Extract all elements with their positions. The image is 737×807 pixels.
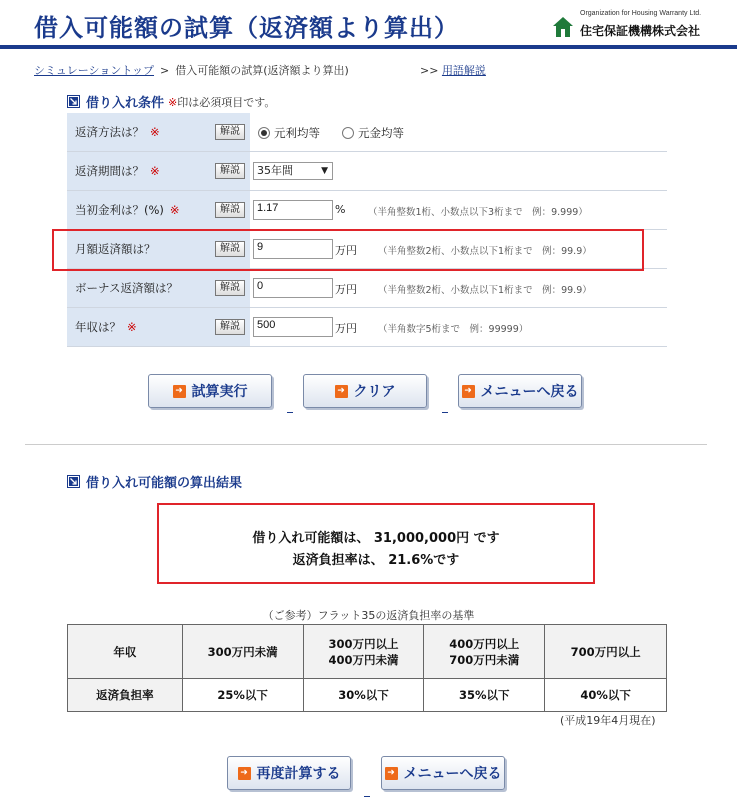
monthly-highlight-box	[52, 229, 644, 271]
breadcrumb-current: 借入可能額の試算(返済額より算出)	[175, 64, 349, 77]
bonus-hint: （半角整数2桁、小数点以下1桁まで 例：99.9）	[378, 285, 592, 296]
company-logo[interactable]	[552, 10, 712, 42]
method-help-button[interactable]: 解説	[215, 124, 245, 140]
result-heading	[67, 472, 242, 491]
clear-button[interactable]: ➜ クリア	[303, 374, 427, 408]
table-head-ratio: 返済負担率	[68, 679, 183, 712]
form-row-method	[67, 113, 667, 152]
bonus-help-button[interactable]: 解説	[215, 280, 245, 296]
table-row	[68, 679, 667, 712]
rate-label: 当初金利は？(%) ※	[67, 191, 250, 229]
arrow-right-icon: ➜	[238, 767, 251, 780]
bonus-label: ボーナス返済額は？	[67, 269, 250, 307]
income-label: 年収は？ ※	[67, 308, 250, 346]
income-hint: （半角数字5桁まで 例：99999）	[378, 324, 529, 335]
title-rule	[0, 45, 737, 49]
radio-selected-icon	[258, 127, 270, 139]
table-head-income: 年収	[68, 625, 183, 679]
menu-back-button[interactable]: ➜ メニューへ戻る	[458, 374, 582, 408]
breadcrumb-separator: >	[160, 64, 170, 77]
income-unit: 万円	[335, 322, 357, 335]
glossary	[420, 62, 486, 78]
rate-input[interactable]: 1.17	[253, 200, 333, 220]
result-ratio: 返済負担率は、 21.6%です	[292, 553, 460, 568]
required-note: ※印は必須項目です。	[168, 95, 276, 109]
result-box	[157, 503, 595, 584]
form-row-period	[67, 152, 667, 191]
result-heading-text: 借り入れ可能額の算出結果	[86, 476, 243, 491]
income-help-button[interactable]: 解説	[215, 319, 245, 335]
house-logo-icon	[552, 16, 574, 38]
period-help-button[interactable]: 解説	[215, 163, 245, 179]
page-title: 借入可能額の試算（返済額より算出）	[34, 14, 459, 42]
bonus-input[interactable]: 0	[253, 278, 333, 298]
method-label: 返済方法は？ ※	[67, 113, 250, 151]
conditions-heading-text: 借り入れ条件	[86, 96, 165, 111]
method-radio-equal-payment[interactable]: 元利均等	[258, 125, 320, 141]
arrow-right-icon: ➜	[173, 385, 186, 398]
table-cell: 35%以下	[424, 679, 545, 712]
section-arrow-icon	[67, 95, 80, 108]
rate-help-button[interactable]: 解説	[215, 202, 245, 218]
arrow-right-icon: ➜	[385, 767, 398, 780]
breadcrumb	[34, 62, 349, 78]
table-cell: 30%以下	[303, 679, 424, 712]
period-label: 返済期間は？ ※	[67, 152, 250, 190]
period-select[interactable]: 35年間 ▼	[253, 162, 333, 180]
arrow-right-icon: ➜	[462, 385, 475, 398]
radio-empty-icon	[342, 127, 354, 139]
table-cell: 400万円以上 700万円未満	[424, 625, 545, 679]
dropdown-arrow-icon: ▼	[321, 166, 328, 176]
table-cell: 700万円以上	[545, 625, 667, 679]
form-row-rate	[67, 191, 667, 230]
logo-english-name: Organization for Housing Warranty Ltd.	[580, 10, 702, 17]
table-cell: 300万円以上 400万円未満	[303, 625, 424, 679]
reference-caption: （ご参考）フラット35の返済負担率の基準	[262, 609, 475, 622]
income-input[interactable]: 500	[253, 317, 333, 337]
table-cell: 300万円未満	[182, 625, 303, 679]
hidden-link[interactable]	[442, 412, 448, 413]
rate-unit: %	[335, 203, 346, 216]
monthly-hint: （半角整数2桁、小数点以下1桁まで 例：99.9）	[378, 246, 592, 257]
rate-hint: （半角整数1桁、小数点以下3桁まで 例：9.999）	[368, 207, 588, 218]
glossary-prefix: >>	[420, 64, 439, 77]
form-row-income	[67, 308, 667, 347]
arrow-right-icon: ➜	[335, 385, 348, 398]
reference-table	[67, 624, 667, 712]
breadcrumb-home-link[interactable]: シミュレーショントップ	[34, 64, 155, 77]
conditions-heading	[67, 92, 275, 111]
as-of-note: (平成19年4月現在)	[560, 714, 656, 727]
glossary-link[interactable]: 用語解説	[441, 64, 486, 77]
calculate-button[interactable]: ➜ 試算実行	[148, 374, 272, 408]
hidden-link[interactable]	[287, 412, 293, 413]
recalculate-button[interactable]: ➜ 再度計算する	[227, 756, 351, 790]
hidden-link[interactable]	[364, 796, 370, 797]
monthly-label: 月額返済額は？	[67, 230, 250, 268]
monthly-help-button[interactable]: 解説	[215, 241, 245, 257]
table-cell: 25%以下	[182, 679, 303, 712]
bonus-unit: 万円	[335, 283, 357, 296]
result-amount: 借り入れ可能額は、 31,000,000円 です	[252, 531, 500, 546]
menu-back-button-bottom[interactable]: ➜ メニューへ戻る	[381, 756, 505, 790]
section-arrow-icon	[67, 475, 80, 488]
table-cell: 40%以下	[545, 679, 667, 712]
table-row	[68, 625, 667, 679]
monthly-input[interactable]: 9	[253, 239, 333, 259]
monthly-unit: 万円	[335, 244, 357, 257]
section-divider	[25, 444, 707, 445]
logo-company-name: 住宅保証機構株式会社	[580, 24, 701, 38]
form-row-bonus	[67, 269, 667, 308]
method-radio-equal-principal[interactable]: 元金均等	[342, 125, 404, 141]
